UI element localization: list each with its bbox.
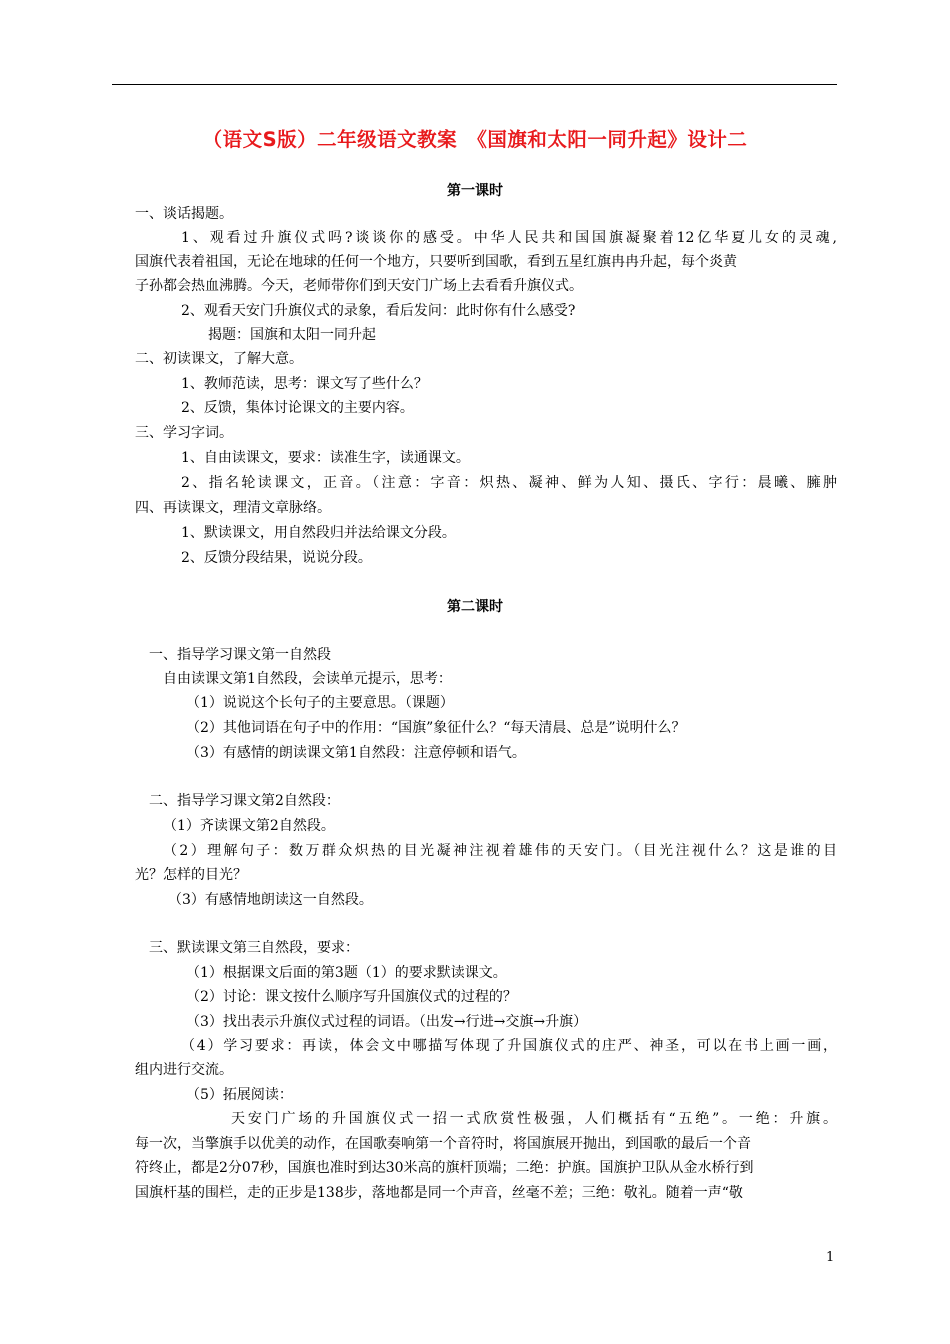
section1-paragraph1-line2: 国旗代表着祖国，无论在地球的任何一个地方，只要听到国歌，看到五星红旗冉冉升起，每个炎黄 xyxy=(135,254,737,270)
part3-item1: （1）根据课文后面的第3题（1）的要求默读课文。 xyxy=(186,965,507,981)
part3-heading: 三、默读课文第三自然段，要求： xyxy=(149,940,359,956)
lesson1-heading: 第一课时 xyxy=(447,183,503,199)
part1-item2: （2）其他词语在句子中的作用：“国旗”象征什么？“每天清晨、总是”说明什么？ xyxy=(186,720,686,736)
section2-item1: 1、教师范读，思考：课文写了些什么？ xyxy=(181,376,428,392)
part3-item4-line2: 组内进行交流。 xyxy=(135,1062,233,1078)
part3-item3: （3）找出表示升旗仪式过程的词语。（出发→行进→交旗→升旗） xyxy=(186,1014,588,1030)
section3-item1: 1、自由读课文，要求：读准生字，读通课文。 xyxy=(181,450,470,466)
section1-paragraph1-line3: 子孙都会热血沸腾。今天，老师带你们到天安门广场上去看看升旗仪式。 xyxy=(135,278,583,294)
part2-item3: （3）有感情地朗读这一自然段。 xyxy=(168,892,373,908)
lesson2-heading: 第二课时 xyxy=(447,599,503,615)
part3-item4-line1: （4）学习要求：再读，体会文中哪描写体现了升国旗仪式的庄严、神圣，可以在书上画一画， xyxy=(181,1038,837,1054)
reading-line3: 符终止，都是2分07秒，国旗也准时到达30米高的旗杆顶端；二绝：护旗。国旗护卫队从金水桥行到 xyxy=(135,1160,754,1176)
section2-heading: 二、初读课文，了解大意。 xyxy=(135,351,303,367)
header-rule xyxy=(112,84,837,85)
page-number: 1 xyxy=(826,1250,835,1265)
reading-line1: 天安门广场的升国旗仪式一招一式欣赏性极强，人们概括有“五绝”。一绝：升旗。 xyxy=(231,1111,837,1127)
section1-paragraph2: 2、观看天安门升旗仪式的录象，看后发问：此时你有什么感受? xyxy=(181,303,576,319)
section4-item1: 1、默读课文，用自然段归并法给课文分段。 xyxy=(181,525,456,541)
part1-item3: （3）有感情的朗读课文第1自然段：注意停顿和语气。 xyxy=(186,745,526,761)
section4-heading: 四、再读课文，理清文章脉络。 xyxy=(135,500,331,516)
part1-intro: 自由读课文第1自然段，会读单元提示，思考： xyxy=(163,671,452,687)
section3-item2: 2、指名轮读课文，正音。（注意：字音：炽热、凝神、鲜为人知、摄氏、字行：晨曦、臃肿 xyxy=(181,475,837,491)
reading-line2: 每一次，当擎旗手以优美的动作，在国歌奏响第一个音符时，将国旗展开抛出，到国歌的最后一个音 xyxy=(135,1136,751,1152)
section2-item2: 2、反馈，集体讨论课文的主要内容。 xyxy=(181,400,414,416)
document-title: （语文S版）二年级语文教案 《国旗和太阳一同升起》设计二 xyxy=(202,128,748,151)
reading-line4: 国旗杆基的围栏，走的正步是138步，落地都是同一个声音，丝毫不差；三绝：敬礼。随着一声“敬 xyxy=(135,1185,743,1201)
part2-item1: （1）齐读课文第2自然段。 xyxy=(163,818,335,834)
section1-paragraph1-line1: 1、观看过升旗仪式吗?谈谈你的感受。中华人民共和国国旗凝聚着12亿华夏儿女的灵魂, xyxy=(181,230,837,246)
part2-heading: 二、指导学习课文第2自然段： xyxy=(149,793,340,809)
section4-item2: 2、反馈分段结果，说说分段。 xyxy=(181,550,372,566)
part2-item2-line1: （2）理解句子：数万群众炽热的目光凝神注视着雄伟的天安门。（目光注视什么？这是谁的目 xyxy=(163,843,837,859)
section1-heading: 一、谈话揭题。 xyxy=(135,206,233,222)
part2-item2-line2: 光？怎样的目光？ xyxy=(135,867,247,883)
part1-heading: 一、指导学习课文第一自然段 xyxy=(149,647,331,663)
section3-heading: 三、学习字词。 xyxy=(135,425,233,441)
section1-paragraph3: 揭题：国旗和太阳一同升起 xyxy=(208,327,376,343)
part3-item2: （2）讨论：课文按什么顺序写升国旗仪式的过程的？ xyxy=(186,989,517,1005)
part1-item1: （1）说说这个长句子的主要意思。（课题） xyxy=(186,695,454,711)
part3-item5: （5）拓展阅读： xyxy=(186,1087,293,1103)
